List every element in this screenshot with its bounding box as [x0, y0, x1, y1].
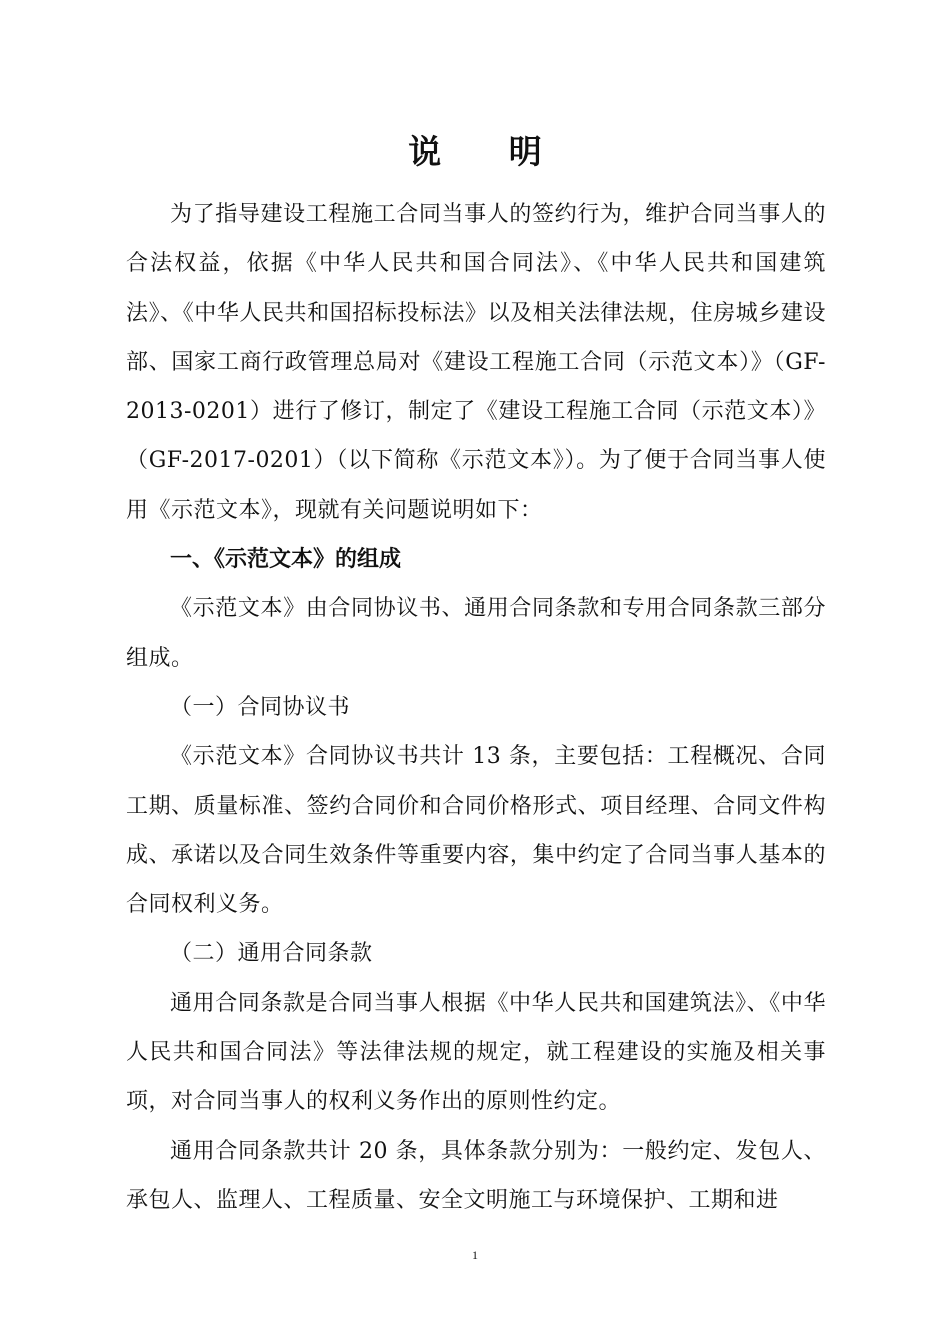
page-title: 说 明: [408, 132, 570, 171]
page-number: 1: [472, 1248, 478, 1262]
section-heading-composition: 一、《示范文本》的组成: [170, 547, 402, 573]
agreement-paragraph: 《示范文本》合同协议书共计 13 条，主要包括：工程概况、合同工期、质量标准、签约合同价和合同价格形式、项目经理、合同文件构成、承诺以及合同生效条件等重要内容，集中约定了合同当事人基本的合同权利义务。: [126, 744, 826, 918]
composition-paragraph: 《示范文本》由合同协议书、通用合同条款和专用合同条款三部分组成。: [126, 596, 826, 671]
general-terms-paragraph-1: 通用合同条款是合同当事人根据《中华人民共和国建筑法》、《中华人民共和国合同法》等法律法规的规定，就工程建设的实施及相关事项，对合同当事人的权利义务作出的原则性约定。: [126, 990, 826, 1115]
document-body: [126, 190, 826, 1225]
subheading-agreement: （一）合同协议书: [170, 694, 351, 720]
subheading-general-terms: （二）通用合同条款: [170, 941, 373, 967]
general-terms-paragraph-2: 通用合同条款共计 20 条，具体条款分别为：一般约定、发包人、承包人、监理人、工程质量、安全文明施工与环境保护、工期和进: [126, 1138, 826, 1213]
intro-paragraph: 为了指导建设工程施工合同当事人的签约行为，维护合同当事人的合法权益，依据《中华人民共和国合同法》、《中华人民共和国建筑法》、《中华人民共和国招标投标法》以及相关法律法规，住房城乡建设部、国家工商行政管理总局对《建设工程施工合同（示范文本）》（GF-2013-0201）进行了修订，制定了《建设工程施工合同（示范文本）》（GF-2017-0201）（以下简称《示范文本》）。为了便于合同当事人使用《示范文本》，现就有关问题说明如下：: [126, 202, 826, 523]
